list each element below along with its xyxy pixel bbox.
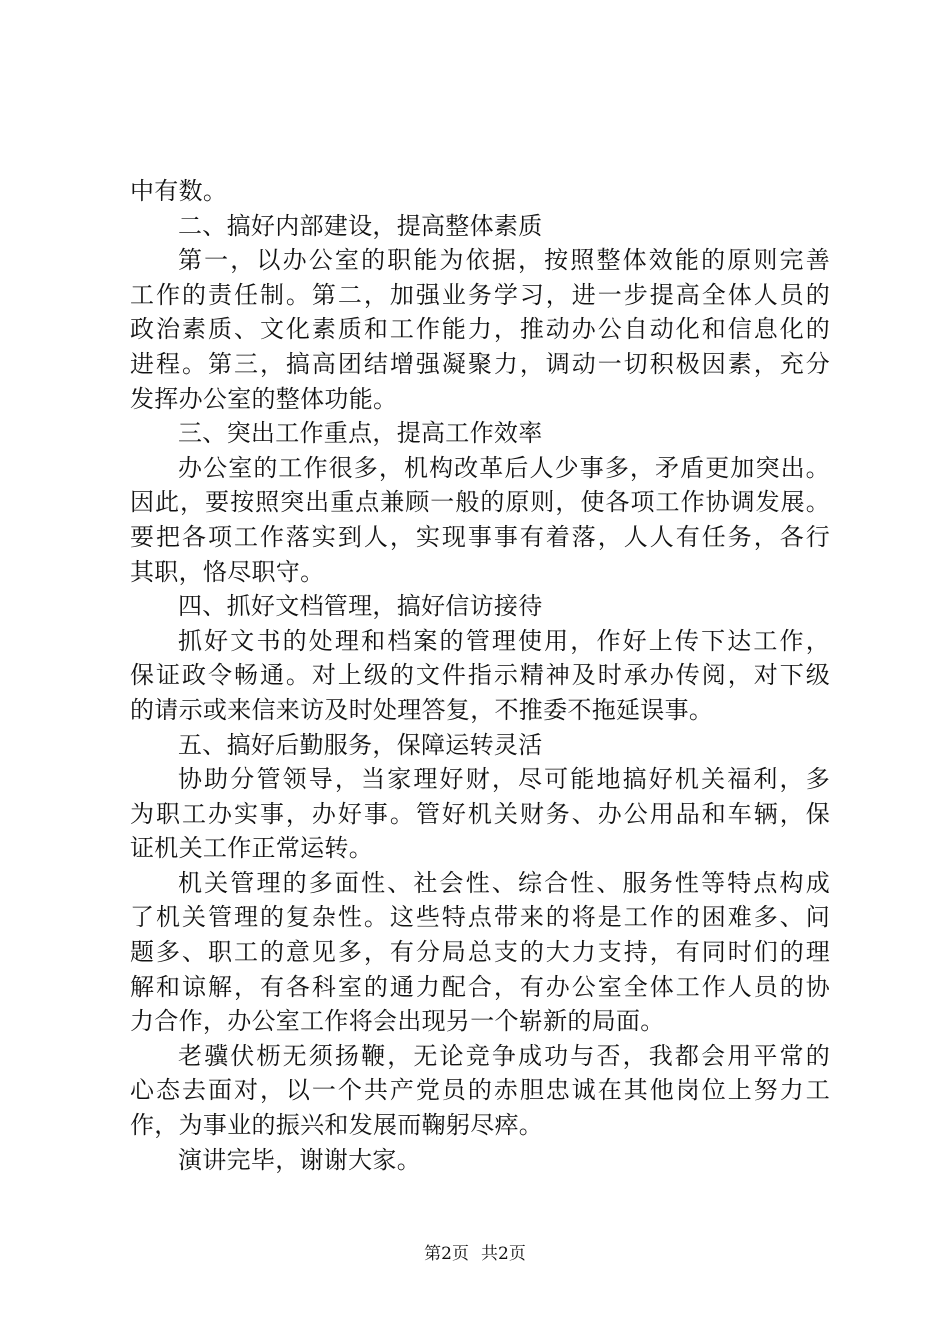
text-line: 其职，恪尽职守。 xyxy=(130,557,325,586)
text-line: 办公室的工作很多，机构改革后人少事多，矛盾更加突出。 xyxy=(178,453,830,482)
text-line: 政治素质、文化素质和工作能力，推动办公自动化和信息化的 xyxy=(130,315,830,344)
text-line: 心态去面对，以一个共产党员的赤胆忠诚在其他岗位上努力工 xyxy=(130,1076,830,1105)
text-line: 协助分管领导，当家理好财，尽可能地搞好机关福利，多 xyxy=(178,765,830,794)
text-line: 四、抓好文档管理，搞好信访接待 xyxy=(178,592,543,621)
text-line: 力合作，办公室工作将会出现另一个崭新的局面。 xyxy=(130,1007,665,1036)
text-line: 老骥伏枥无须扬鞭，无论竞争成功与否，我都会用平常的 xyxy=(178,1041,830,1070)
text-line: 二、搞好内部建设，提高整体素质 xyxy=(178,211,543,240)
text-line: 解和谅解，有各科室的通力配合，有办公室全体工作人员的协 xyxy=(130,972,830,1001)
text-line: 作，为事业的振兴和发展而鞠躬尽瘁。 xyxy=(130,1111,544,1140)
text-line: 第一，以办公室的职能为依据，按照整体效能的原则完善 xyxy=(178,246,830,275)
text-line: 工作的责任制。第二，加强业务学习，进一步提高全体人员的 xyxy=(130,280,830,309)
text-line: 五、搞好后勤服务，保障运转灵活 xyxy=(178,730,543,759)
text-line: 了机关管理的复杂性。这些特点带来的将是工作的困难多、问 xyxy=(130,903,830,932)
page-footer xyxy=(0,1242,950,1266)
page-total: 共2页 xyxy=(481,1244,526,1264)
text-line: 因此，要按照突出重点兼顾一般的原则，使各项工作协调发展。 xyxy=(130,488,830,517)
text-line: 进程。第三，搞高团结增强凝聚力，调动一切积极因素，充分 xyxy=(130,349,830,378)
text-line: 抓好文书的处理和档案的管理使用，作好上传下达工作， xyxy=(178,626,830,655)
text-line: 发挥办公室的整体功能。 xyxy=(130,384,398,413)
text-line: 为职工办实事，办好事。管好机关财务、办公用品和车辆，保 xyxy=(130,799,830,828)
document-body xyxy=(130,174,830,1177)
text-line: 证机关工作正常运转。 xyxy=(130,834,373,863)
text-line: 三、突出工作重点，提高工作效率 xyxy=(178,419,543,448)
text-line: 题多、职工的意见多，有分局总支的大力支持，有同时们的理 xyxy=(130,938,830,967)
text-line: 要把各项工作落实到人，实现事事有着落，人人有任务，各行 xyxy=(130,522,830,551)
text-line: 机关管理的多面性、社会性、综合性、服务性等特点构成 xyxy=(178,868,830,897)
text-line: 中有数。 xyxy=(130,177,228,205)
text-line: 的请示或来信来访及时处理答复，不推委不拖延误事。 xyxy=(130,695,714,724)
text-line: 保证政令畅通。对上级的文件指示精神及时承办传阅，对下级 xyxy=(130,661,830,690)
page-number: 第2页 xyxy=(424,1244,469,1264)
text-line: 演讲完毕，谢谢大家。 xyxy=(178,1145,421,1174)
